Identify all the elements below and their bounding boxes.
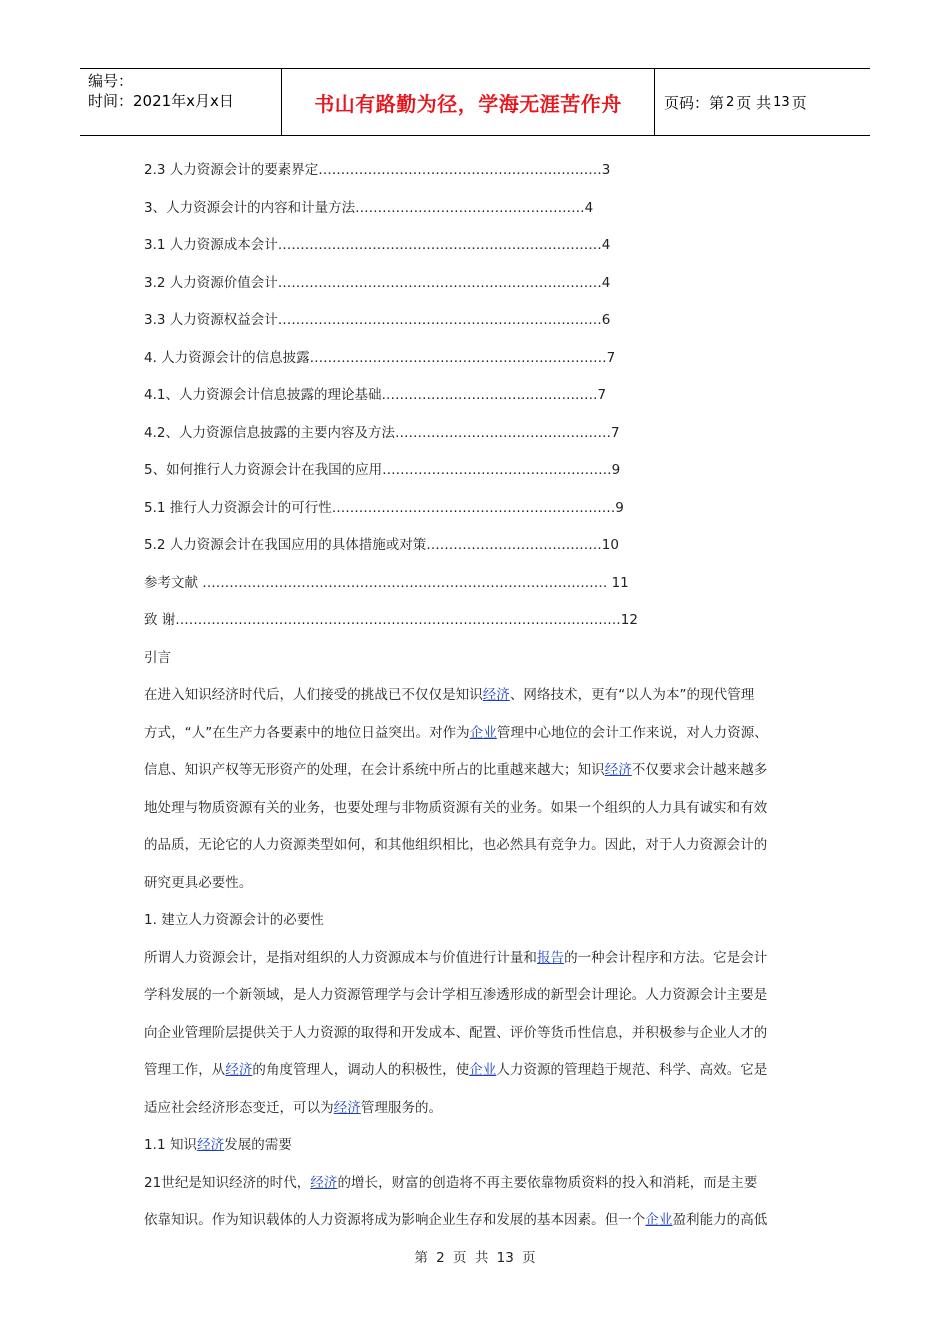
number-label: 编号： [88, 72, 134, 90]
text-span: 盈利能力的高低 [672, 1212, 768, 1228]
text-span: 的增长，财富的创造将不再主要依靠物质资料的投入和消耗，而是主要 [337, 1174, 758, 1191]
text-span: 信息、知识产权等无形资产的处理，在会计系统中所占的比重越来越大；知识 [144, 762, 605, 778]
text-line [144, 715, 816, 753]
text-span: 管理中心地位的会计工作来说，对人力资源、 [496, 724, 768, 741]
toc-entry[interactable]: 3.2 人力资源价值会计………………………………………………………………4 [144, 274, 611, 291]
header-motto: 书山有路勤为径，学海无涯苦作舟 [314, 91, 622, 116]
text-line [144, 1202, 816, 1240]
text-line: 向企业管理阶层提供关于人力资源的取得和开发成本、配置、评价等货币性信息，并积极参与企业人才的 [144, 1024, 768, 1041]
text-line [144, 677, 816, 715]
section-1-1-heading [144, 1127, 816, 1165]
text-line: 地处理与物质资源有关的业务，也要处理与非物质资源有关的业务。如果一个组织的人力具有诚实和有效 [144, 799, 768, 816]
toc-entry[interactable]: 2.3 人力资源会计的要素界定………………………………………………………3 [144, 162, 611, 178]
page-suffix: 页 [791, 93, 807, 112]
enterprise-link[interactable]: 企业 [469, 724, 497, 741]
toc-entry[interactable]: 3.3 人力资源权益会计………………………………………………………………6 [144, 312, 611, 328]
page-total: 13 [773, 94, 790, 110]
text-span: 的角度管理人，调动人的积极性，使 [252, 1062, 470, 1078]
text-line [144, 1052, 816, 1090]
economy-link[interactable]: 经济 [310, 1174, 338, 1191]
page-mid: 页 共 [736, 93, 772, 112]
text-line: 的品质，无论它的人力资源类型如何，和其他组织相比，也必然具有竞争力。因此，对于人力资源会计的 [144, 837, 768, 853]
intro-heading: 引言 [144, 649, 172, 666]
text-line [144, 940, 816, 978]
text-span: 管理服务的。 [360, 1099, 443, 1116]
economy-link[interactable]: 经济 [225, 1062, 253, 1078]
enterprise-link[interactable]: 企业 [469, 1062, 497, 1078]
text-span: 管理工作，从 [144, 1062, 226, 1078]
report-link[interactable]: 报告 [536, 949, 565, 966]
header-divider-right [654, 69, 655, 135]
toc-entry[interactable]: 5、如何推行人力资源会计在我国的应用……………………………………………9 [144, 462, 621, 478]
text-span: 依靠知识。作为知识载体的人力资源将成为影响企业生存和发展的基本因素。但一个 [144, 1212, 646, 1228]
text-span: 发展的需要 [224, 1137, 292, 1153]
text-span: 适应社会经济形态变迁，可以为 [144, 1099, 334, 1116]
header-page-info [664, 69, 807, 135]
text-span: 方式，“人”在生产力各要素中的地位日益突出。对作为 [144, 724, 470, 741]
time-label: 时间：2021年x月x日 [88, 92, 234, 110]
toc-entry[interactable]: 4. 人力资源会计的信息披露…………………………………………………………7 [144, 349, 616, 366]
toc-entry[interactable]: 致 谢………………………………………………………………………………………12 [144, 612, 638, 628]
text-span: 的一种会计程序和方法。它是会计 [564, 949, 768, 966]
text-span: 所谓人力资源会计，是指对组织的人力资源成本与价值进行计量和 [144, 949, 537, 966]
text-line: 研究更具必要性。 [144, 874, 253, 891]
toc-entry[interactable]: 3、人力资源会计的内容和计量方法……………………………………………4 [144, 199, 594, 216]
toc-entry[interactable]: 5.1 推行人力资源会计的可行性………………………………………………………9 [144, 499, 624, 516]
section-1-1-paragraph [144, 1165, 816, 1240]
text-span: 、网络技术，更有“以人为本”的现代管理 [509, 687, 755, 703]
enterprise-link[interactable]: 企业 [645, 1212, 673, 1228]
section-1-heading: 1. 建立人力资源会计的必要性 [144, 912, 324, 928]
text-span: 1.1 知识 [144, 1137, 198, 1153]
text-span: 21世纪是知识经济的时代， [144, 1174, 311, 1191]
header-meta [88, 71, 278, 111]
toc-entry[interactable]: 5.2 人力资源会计在我国应用的具体措施或对策…………………………………10 [144, 537, 619, 553]
toc-entry[interactable]: 3.1 人力资源成本会计………………………………………………………………4 [144, 237, 611, 253]
toc-entry[interactable]: 参考文献 ……………………………………………………………………………… 11 [144, 574, 629, 591]
page-footer: 第 2 页 共 13 页 [414, 1250, 536, 1266]
page-prefix: 页码：第 [664, 93, 725, 112]
toc-entry[interactable]: 4.2、人力资源信息披露的主要内容及方法…………………………………………7 [144, 424, 620, 441]
text-line [144, 1090, 816, 1128]
intro-paragraph [144, 677, 816, 902]
economy-link[interactable]: 经济 [333, 1099, 361, 1116]
table-of-contents [144, 152, 816, 640]
economy-link[interactable]: 经济 [482, 687, 510, 703]
document-body [144, 152, 816, 1240]
toc-entry[interactable]: 4.1、人力资源会计信息披露的理论基础…………………………………………7 [144, 387, 607, 403]
economy-link[interactable]: 经济 [197, 1137, 225, 1153]
page-current: 2 [726, 94, 735, 110]
text-span: 在进入知识经济时代后，人们接受的挑战已不仅仅是知识 [144, 687, 483, 703]
section-1-paragraph [144, 940, 816, 1128]
text-line [144, 1165, 816, 1203]
text-span: 不仅要求会计越来越多 [631, 762, 768, 778]
text-line: 学科发展的一个新领域，是人力资源管理学与会计学相互渗透形成的新型会计理论。人力资源会计主要是 [144, 987, 768, 1003]
document-header [80, 68, 870, 136]
text-line [144, 752, 816, 790]
text-span: 人力资源的管理趋于规范、科学、高效。它是 [496, 1062, 768, 1078]
economy-link[interactable]: 经济 [604, 762, 632, 778]
